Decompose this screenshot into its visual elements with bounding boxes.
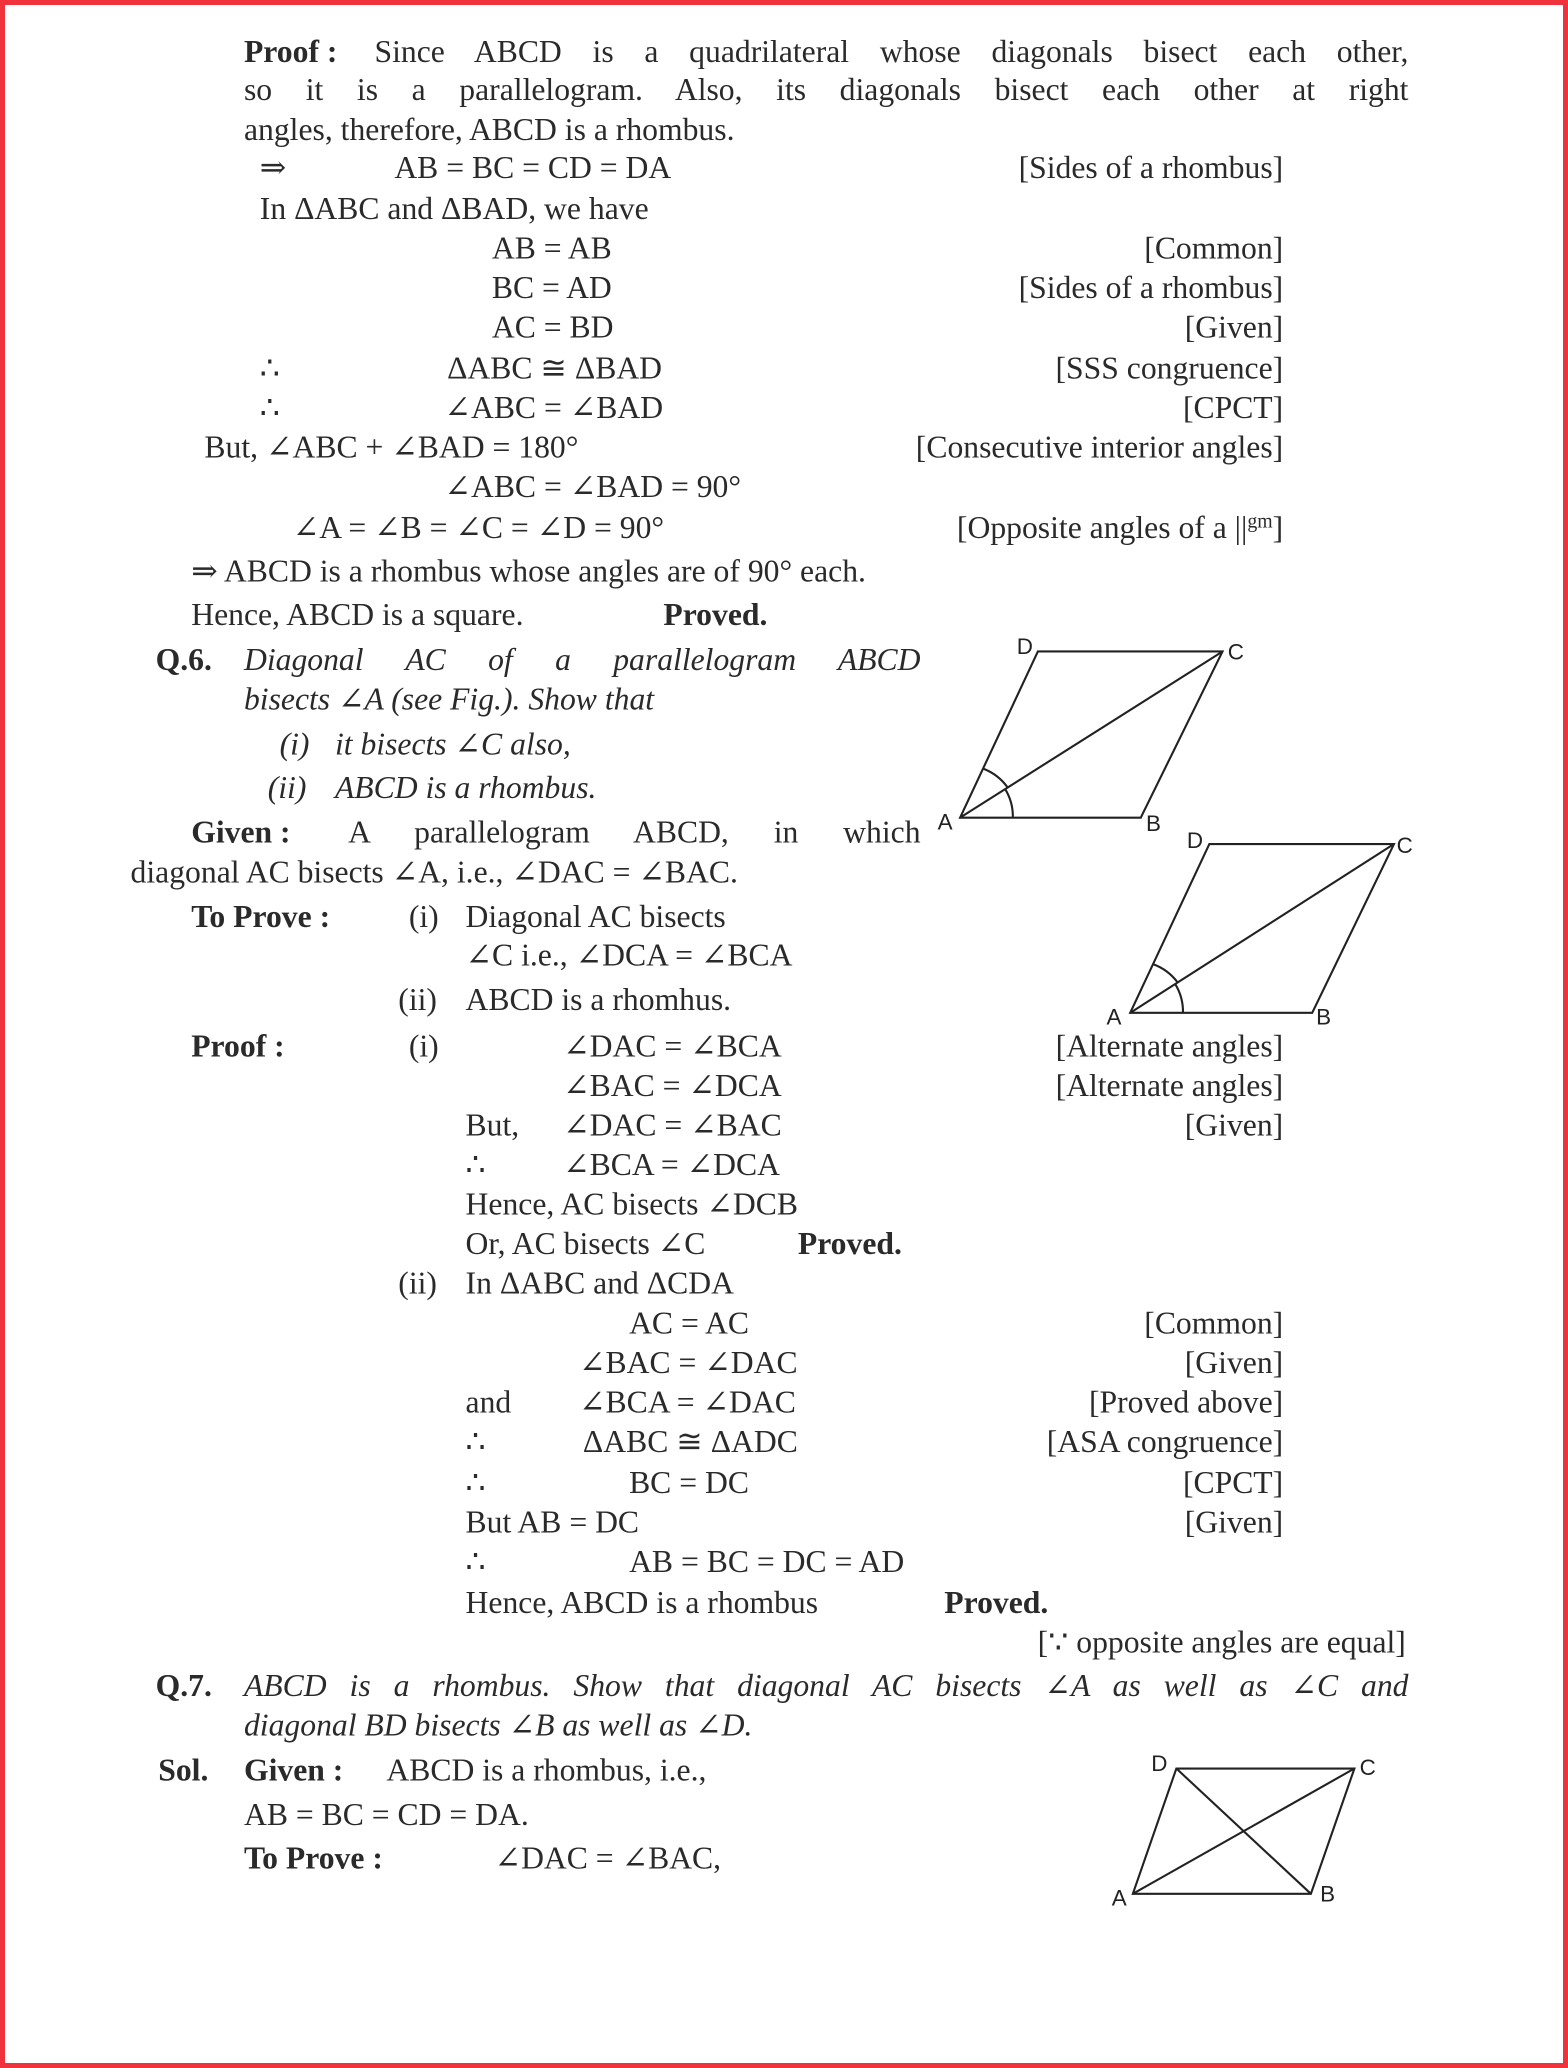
text-line: In ΔABC and ΔCDA [465, 1267, 734, 1302]
vertex-label-a: A [937, 809, 953, 835]
bracket: ] [1272, 511, 1284, 546]
subpart-text: ABCD is a rhombus. [334, 771, 597, 806]
reason: [CPCT] [1182, 391, 1284, 426]
vertex-label-b: B [1316, 1004, 1332, 1030]
statement: ΔABC ≅ ΔBAD [447, 352, 663, 387]
reason: [Common] [1144, 1306, 1284, 1342]
superscript: gm [1247, 511, 1273, 533]
angle-arc [984, 769, 1008, 787]
statement: BC = AD [491, 271, 612, 306]
conclusion: Hence, ABCD is a rhombus [465, 1586, 819, 1621]
implies-symbol: ⇒ [259, 151, 287, 186]
statement: ∠BAC = ∠DCA [563, 1069, 782, 1104]
reason: [Common] [1144, 232, 1284, 267]
question-text: bisects ∠A (see Fig.). Show that [243, 683, 655, 718]
question-number: Q.6. [155, 643, 212, 678]
text-line: ∠C i.e., ∠DCA = ∠BCA [465, 938, 793, 974]
subpart-label: (ii) [267, 771, 307, 806]
statement: ∠DAC = ∠BAC, [494, 1842, 722, 1877]
reason: [SSS congruence] [1055, 352, 1284, 387]
vertex-label-c: C [1359, 1755, 1376, 1781]
text-line: A parallelogram ABCD, in which [348, 816, 921, 851]
vertex-label-a: A [1111, 1885, 1127, 1911]
vertex-label-d: D [1186, 827, 1204, 853]
diagonal-bd [1176, 1769, 1311, 1894]
proved-label: Proved. [944, 1586, 1049, 1621]
proof-label: Proof : [191, 1029, 285, 1065]
angle-arc [1005, 789, 1013, 818]
vertex-label-d: D [1151, 1751, 1168, 1777]
reason: [Alternate angles] [1055, 1069, 1284, 1104]
text-line: But, [465, 1109, 520, 1144]
statement: AB = AB [491, 232, 612, 267]
question-number: Q.7. [155, 1669, 212, 1704]
proof-label: Proof : [243, 35, 338, 70]
statement: AC = AC [629, 1306, 749, 1342]
vertex-label-b: B [1320, 1881, 1336, 1907]
therefore-symbol: ∴ [465, 1466, 486, 1501]
statement: ∠DAC = ∠BAC [563, 1109, 782, 1144]
statement: BC = DC [629, 1466, 749, 1501]
subpart-text: it bisects ∠C also, [334, 727, 571, 763]
reason: [Proved above] [1088, 1386, 1284, 1421]
text-line: angles, therefore, ABCD is a rhombus. [243, 113, 735, 148]
vertex-label-a: A [1106, 1004, 1122, 1030]
to-prove-label: To Prove : [191, 900, 331, 936]
text-line: Diagonal AC bisects [465, 900, 726, 936]
text-line: AB = BC = CD = DA. [243, 1798, 529, 1834]
text-line: In ΔABC and ΔBAD, we have [259, 192, 649, 227]
reason: [Given] [1184, 311, 1284, 346]
reason: [ASA congruence] [1046, 1425, 1284, 1460]
text-line: diagonal AC bisects ∠A, i.e., ∠DAC = ∠BAC. [130, 855, 738, 891]
statement: ∠ABC = ∠BAD [444, 391, 664, 426]
question-text: ABCD is a rhombus. Show that diagonal AC bisects ∠A as well as ∠C and [243, 1669, 1409, 1704]
therefore-symbol: ∴ [259, 352, 280, 387]
figure-rhombus [1112, 1751, 1376, 1911]
text-line: ABCD is a rhomhus. [465, 983, 732, 1019]
reason: [Consecutive interior angles] [915, 431, 1284, 466]
reason: [Given] [1184, 1346, 1284, 1381]
text-line: so it is a parallelogram. Also, its diagonals bisect each other at right [243, 73, 1409, 109]
therefore-symbol: ∴ [465, 1425, 486, 1460]
angle-arc [1175, 984, 1183, 1013]
subpart-label: (ii) [398, 983, 437, 1019]
statement: AB = BC = DC = AD [629, 1545, 905, 1580]
figure-parallelogram-1 [938, 634, 1244, 836]
to-prove-label: To Prove : [243, 1842, 383, 1877]
statement: ∠A = ∠B = ∠C = ∠D = 90° [292, 511, 665, 546]
reason: [Given] [1184, 1506, 1284, 1541]
reason: [Sides of a rhombus] [1018, 151, 1284, 186]
therefore-symbol: ∴ [259, 391, 280, 426]
text-line: Or, AC bisects ∠C [465, 1227, 706, 1263]
proved-label: Proved. [663, 598, 768, 634]
reason: [∵ opposite angles are equal] [1037, 1626, 1406, 1661]
statement: AB = BC = CD = DA [394, 151, 672, 186]
text-line: Hence, AC bisects ∠DCB [465, 1188, 798, 1223]
reason: [CPCT] [1182, 1466, 1284, 1501]
figure-parallelogram-2 [1106, 828, 1412, 1030]
statement: ∠BCA = ∠DCA [563, 1148, 781, 1183]
subpart-label: (ii) [398, 1267, 437, 1302]
text-line: ⇒ ABCD is a rhombus whose angles are of 90° each. [191, 555, 866, 590]
subpart-label: (i) [279, 727, 310, 763]
proved-label: Proved. [797, 1227, 902, 1263]
reason: [Sides of a rhombus] [1018, 271, 1284, 306]
statement: But, ∠ABC + ∠BAD = 180° [204, 431, 579, 466]
question-text: diagonal BD bisects ∠B as well as ∠D. [243, 1709, 753, 1744]
statement: ∠BCA = ∠DAC [578, 1386, 796, 1421]
text-line: ABCD is a rhombus, i.e., [386, 1754, 707, 1789]
angle-arc [1153, 964, 1178, 982]
subpart-label: (i) [408, 1029, 439, 1065]
vertex-label-d: D [1016, 634, 1033, 660]
statement: ∠BAC = ∠DAC [578, 1346, 798, 1381]
given-label: Given : [243, 1754, 344, 1789]
statement: ∠ABC = ∠BAD = 90° [444, 470, 742, 506]
reason: [Given] [1184, 1109, 1284, 1144]
statement: But AB = DC [465, 1506, 640, 1541]
vertex-label-c: C [1227, 639, 1244, 665]
statement: ∠DAC = ∠BCA [563, 1029, 782, 1065]
conclusion: Hence, ABCD is a square. [191, 598, 524, 634]
vertex-label-b: B [1146, 810, 1161, 836]
vertex-label-c: C [1396, 833, 1413, 859]
reason-text: [Opposite angles of a || [956, 511, 1248, 546]
solution-label: Sol. [158, 1754, 209, 1789]
therefore-symbol: ∴ [465, 1148, 486, 1183]
question-text: Diagonal AC of a parallelogram ABCD [243, 643, 921, 678]
subpart-label: (i) [408, 900, 439, 936]
given-label: Given : [191, 816, 291, 851]
reason: [Alternate angles] [1055, 1029, 1284, 1065]
statement: AC = BD [491, 311, 614, 346]
statement: ΔABC ≅ ΔADC [582, 1425, 798, 1460]
text-line: Since ABCD is a quadrilateral whose diagonals bisect each other, [374, 35, 1409, 70]
therefore-symbol: ∴ [465, 1545, 486, 1580]
text-line: and [465, 1386, 512, 1421]
